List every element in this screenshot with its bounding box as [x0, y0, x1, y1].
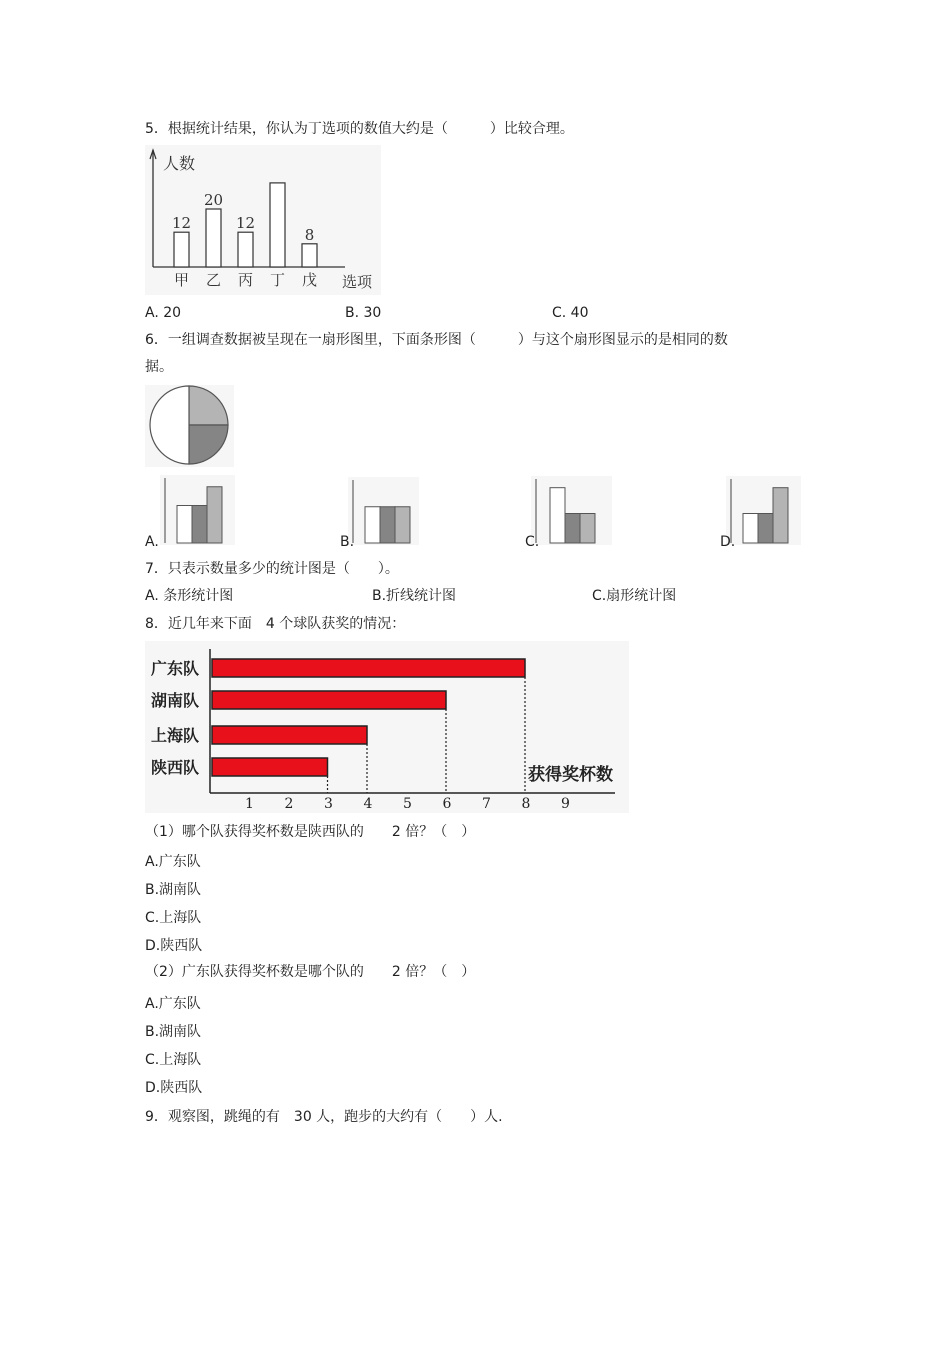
q6-option-b-label[interactable]: B.: [340, 534, 355, 550]
bar-2: [395, 507, 410, 543]
bar-value-label: 20: [203, 191, 224, 209]
tick-label: 9: [561, 796, 570, 812]
tick-label: 戊: [301, 271, 318, 289]
q8-sub2-option-a[interactable]: A.广东队: [145, 996, 201, 1012]
q8-sub2-stem: （2）广东队获得奖杯数是哪个队的 2 倍？（ ）: [145, 964, 476, 980]
q7-option-c[interactable]: C.扇形统计图: [592, 588, 677, 604]
tick-label: 丁: [269, 271, 286, 289]
q8-sub1-option-c[interactable]: C.上海队: [145, 910, 202, 926]
q6-option-a-label[interactable]: A.: [145, 534, 159, 550]
q6-stem-line2: 据。: [145, 359, 173, 375]
bar-value-label: 8: [304, 225, 315, 244]
category-label: 上海队: [151, 726, 200, 745]
bar-0: [177, 506, 192, 544]
tick-label: 8: [521, 796, 531, 812]
tick-label: 乙: [205, 271, 222, 289]
bar-3: [212, 758, 328, 776]
bar-value-label: 12: [235, 214, 256, 233]
bar-value-label: 12: [171, 214, 192, 233]
q6-option-c-chart[interactable]: [531, 476, 613, 545]
bar-0: [550, 488, 565, 543]
bar-1: [212, 691, 446, 709]
q6-option-b-chart[interactable]: [348, 477, 420, 545]
q5-stem: 5．根据统计结果，你认为丁选项的数值大约是（ ）比较合理。: [145, 121, 574, 137]
tick-label: 甲: [173, 271, 190, 289]
bar-1: [192, 506, 207, 544]
bar-2: [773, 488, 788, 543]
q8-sub1-option-d[interactable]: D.陕西队: [145, 938, 203, 954]
q5-option-a[interactable]: A. 20: [145, 305, 182, 321]
q8-sub2-option-b[interactable]: B.湖南队: [145, 1024, 202, 1040]
q6-option-c-label[interactable]: C.: [525, 534, 540, 550]
q6-option-d-chart[interactable]: [726, 476, 802, 545]
tick-label: 丙: [237, 271, 254, 289]
q7-stem: 7．只表示数量多少的统计图是（ ）。: [145, 561, 399, 577]
tick-label: 3: [324, 796, 333, 812]
q8-sub1-option-a[interactable]: A.广东队: [145, 854, 201, 870]
bar-0: [212, 659, 525, 677]
q7-option-b[interactable]: B.折线统计图: [372, 588, 457, 604]
q9-stem: 9．观察图，跳绳的有 30 人，跑步的大约有（ ）人.: [145, 1109, 503, 1125]
q8-sub1-stem: （1）哪个队获得奖杯数是陕西队的 2 倍？（ ）: [145, 824, 476, 840]
bar-0: [365, 507, 380, 543]
q8-stem: 8．近几年来下面 4 个球队获奖的情况：: [145, 616, 406, 632]
tick-label: 5: [403, 796, 412, 812]
q6-pie-chart: [145, 385, 235, 467]
q7-option-a[interactable]: A. 条形统计图: [145, 588, 234, 604]
q6-stem-line1: 6．一组调查数据被呈现在一扇形图里，下面条形图（ ）与这个扇形图显示的是相同的数: [145, 332, 728, 348]
category-label: 广东队: [151, 659, 200, 678]
q5-bar-chart: [145, 145, 385, 295]
q8-horizontal-bar-chart: [145, 641, 630, 813]
bar-3: [270, 183, 285, 267]
bar-2: [207, 487, 222, 543]
tick-label: 4: [363, 796, 373, 812]
q8-sub2-option-c[interactable]: C.上海队: [145, 1052, 202, 1068]
q6-option-a-chart[interactable]: [160, 475, 236, 545]
tick-label: 7: [482, 796, 491, 812]
bar-2: [580, 514, 595, 544]
category-label: 陕西队: [151, 758, 200, 777]
bar-0: [743, 514, 758, 544]
x-axis-label: 获得奖杯数: [528, 765, 613, 785]
bar-1: [565, 514, 580, 544]
q6-option-d-label[interactable]: D.: [720, 534, 736, 550]
x-axis-label: 选项: [342, 273, 373, 291]
tick-label: 1: [245, 796, 254, 812]
bar-4: [302, 244, 317, 267]
q5-option-c[interactable]: C. 40: [552, 305, 589, 321]
bar-1: [758, 514, 773, 544]
tick-label: 6: [442, 796, 452, 812]
bar-2: [238, 232, 253, 267]
q8-sub1-option-b[interactable]: B.湖南队: [145, 882, 202, 898]
category-label: 湖南队: [151, 691, 200, 710]
bar-2: [212, 726, 367, 744]
y-axis-label: 人数: [163, 154, 196, 173]
tick-label: 2: [284, 796, 294, 812]
bar-1: [380, 507, 395, 543]
bar-0: [174, 232, 189, 267]
bar-1: [206, 209, 221, 267]
q5-option-b[interactable]: B. 30: [345, 305, 382, 321]
q8-sub2-option-d[interactable]: D.陕西队: [145, 1080, 203, 1096]
